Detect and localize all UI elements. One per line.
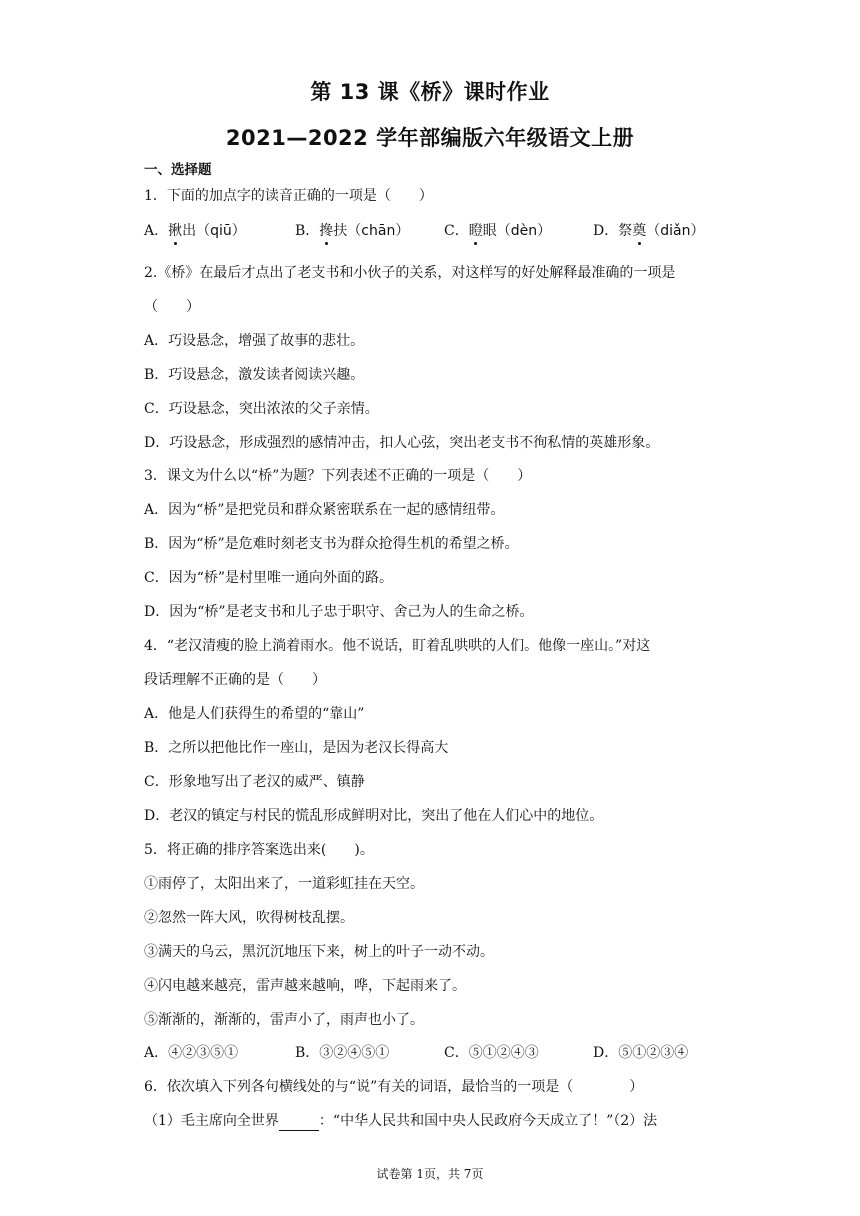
- q3-option-b: B．因为“桥”是危难时刻老支书为群众抢得生机的希望之桥。: [144, 536, 519, 552]
- emphasis-dot-char: 搀: [319, 223, 334, 239]
- question-1-stem: 1．下面的加点字的读音正确的一项是（ ）: [144, 188, 433, 204]
- emphasis-dot-char: 奠: [632, 223, 647, 239]
- emphasis-dot-char: 瞪: [468, 223, 483, 239]
- q1-option-d: D．祭奠（diǎn）: [593, 223, 705, 239]
- q5-option-a: A．④②③⑤①: [144, 1045, 239, 1061]
- question-4-stem: 4．“老汉清瘦的脸上淌着雨水。他不说话，盯着乱哄哄的人们。他像一座山。”对这: [144, 638, 651, 654]
- q5-sentence-3: ③满天的乌云，黑沉沉地压下来，树上的叶子一动不动。: [144, 944, 494, 960]
- emphasis-dot-char: 揪: [168, 223, 183, 239]
- question-6-stem: 6．依次填入下列各句横线处的与“说”有关的词语，最恰当的一项是（ ）: [144, 1079, 644, 1095]
- question-2-stem-cont: （ ）: [144, 299, 200, 315]
- q5-option-d: D．⑤①②③④: [593, 1045, 689, 1061]
- page-footer: 试卷第 1页，共 7页: [376, 1167, 484, 1181]
- question-5-stem: 5．将正确的排序答案选出来( )。: [144, 842, 374, 858]
- q4-option-b: B．之所以把他比作一座山，是因为老汉长得高大: [144, 740, 449, 756]
- q5-sentence-4: ④闪电越来越亮，雷声越来越响，哗，下起雨来了。: [144, 978, 466, 994]
- q2-option-c: C．巧设悬念，突出浓浓的父子亲情。: [144, 401, 379, 417]
- q5-sentence-2: ②忽然一阵大风，吹得树枝乱摆。: [144, 910, 354, 926]
- q5-option-c: C．⑤①②④③: [444, 1045, 539, 1061]
- question-2-stem: 2.《桥》在最后才点出了老支书和小伙子的关系，对这样写的好处解释最准确的一项是: [144, 265, 676, 281]
- q3-option-a: A．因为“桥”是把党员和群众紧密联系在一起的感情纽带。: [144, 502, 505, 518]
- page-title: 第 13 课《桥》课时作业: [310, 80, 550, 104]
- question-6-line-1: （1）毛主席向全世界 ：“中华人民共和国中央人民政府今天成立了！”（2）法: [144, 1113, 658, 1129]
- q2-option-a: A．巧设悬念，增强了故事的悲壮。: [144, 333, 365, 349]
- question-3-stem: 3．课文为什么以“桥”为题？下列表述不正确的一项是（ ）: [144, 468, 532, 484]
- q5-sentence-5: ⑤渐渐的，渐渐的，雷声小了，雨声也小了。: [144, 1012, 424, 1028]
- section-heading: 一、选择题: [144, 162, 212, 178]
- q1-option-c: C．瞪眼（dèn）: [444, 223, 552, 239]
- fill-in-blank: [279, 1116, 319, 1131]
- q3-option-d: D．因为“桥”是老支书和儿子忠于职守、舍己为人的生命之桥。: [144, 604, 534, 620]
- q3-option-c: C．因为“桥”是村里唯一通向外面的路。: [144, 570, 394, 586]
- q2-option-b: B．巧设悬念，激发读者阅读兴趣。: [144, 367, 365, 383]
- q4-option-d: D．老汉的镇定与村民的慌乱形成鲜明对比，突出了他在人们心中的地位。: [144, 808, 604, 824]
- q4-option-c: C．形象地写出了老汉的威严、镇静: [144, 774, 365, 790]
- page-subtitle: 2021—2022 学年部编版六年级语文上册: [225, 126, 635, 150]
- q1-option-b: B．搀扶（chān）: [295, 223, 410, 239]
- q4-option-a: A．他是人们获得生的希望的“靠山”: [144, 706, 365, 722]
- question-4-stem-cont: 段话理解不正确的是（ ）: [144, 672, 326, 688]
- q5-sentence-1: ①雨停了，太阳出来了，一道彩虹挂在天空。: [144, 876, 424, 892]
- q5-option-b: B．③②④⑤①: [295, 1045, 390, 1061]
- q1-option-a: A．揪出（qiū）: [144, 223, 246, 239]
- q2-option-d: D．巧设悬念，形成强烈的感情冲击，扣人心弦，突出老支书不徇私情的英雄形象。: [144, 435, 660, 451]
